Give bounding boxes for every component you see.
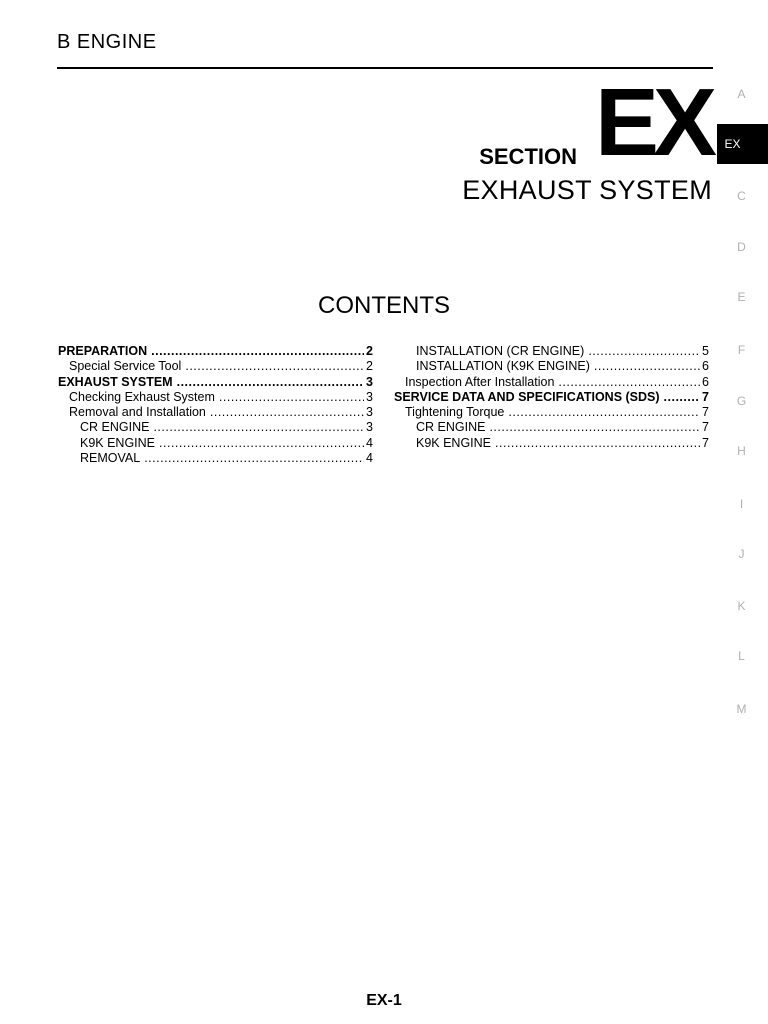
section-tab-ex[interactable]: EX (717, 124, 768, 164)
toc-entry[interactable] (58, 436, 373, 451)
toc-entry-title: CR ENGINE (416, 420, 486, 435)
section-tab-j[interactable]: J (738, 547, 745, 561)
toc-entry-title: Special Service Tool (69, 359, 182, 374)
toc-entry-title: INSTALLATION (K9K ENGINE) (416, 359, 590, 374)
toc-entry-title: Inspection After Installation (405, 374, 555, 389)
toc-entry-page: 4 (366, 435, 373, 450)
toc-entry[interactable] (58, 405, 373, 420)
section-tab-k[interactable]: K (737, 599, 746, 613)
toc-entry[interactable] (394, 405, 709, 420)
contents-heading: CONTENTS (318, 292, 450, 319)
toc-entry-page: 2 (366, 359, 373, 374)
toc-entry-title: REMOVAL (80, 451, 141, 466)
toc-leader-dots (151, 344, 364, 359)
section-tab-c[interactable]: C (737, 189, 746, 203)
section-tab-l[interactable]: L (738, 649, 745, 663)
toc-leader-dots (219, 390, 364, 405)
toc-column-right (394, 344, 709, 451)
toc-entry[interactable] (394, 390, 709, 405)
toc-entry-page: 5 (702, 344, 709, 358)
toc-entry-page: 6 (702, 374, 709, 389)
toc-entry-title: Checking Exhaust System (69, 389, 215, 404)
toc-leader-dots (594, 359, 700, 374)
section-tab-m[interactable]: M (736, 702, 747, 716)
section-tab-a[interactable]: A (737, 87, 746, 101)
section-tab-d[interactable]: D (737, 240, 746, 254)
toc-column-left (58, 344, 373, 466)
manual-group-title: B ENGINE (57, 31, 157, 53)
toc-leader-dots (144, 451, 364, 466)
toc-leader-dots (664, 390, 701, 405)
toc-entry[interactable] (58, 375, 373, 390)
toc-entry-title: CR ENGINE (80, 420, 150, 435)
toc-entry-page: 6 (702, 359, 709, 374)
toc-leader-dots (558, 375, 700, 390)
toc-entry-title: INSTALLATION (CR ENGINE) (416, 344, 585, 358)
toc-leader-dots (588, 344, 700, 359)
toc-leader-dots (153, 420, 364, 435)
toc-entry[interactable] (58, 359, 373, 374)
toc-entry-title: Removal and Installation (69, 405, 206, 420)
page-number: EX-1 (366, 992, 402, 1009)
toc-entry-title: Tightening Torque (405, 405, 505, 420)
toc-entry[interactable] (58, 420, 373, 435)
toc-entry-page: 7 (702, 389, 709, 404)
toc-leader-dots (508, 405, 700, 420)
toc-entry-title: SERVICE DATA AND SPECIFICATIONS (SDS) (394, 389, 660, 404)
toc-entry[interactable] (394, 420, 709, 435)
toc-entry-page: 3 (366, 374, 373, 389)
section-tab-g[interactable]: G (736, 394, 747, 408)
toc-entry[interactable] (58, 390, 373, 405)
toc-entry[interactable] (394, 359, 709, 374)
section-tab-e[interactable]: E (737, 290, 746, 304)
toc-entry-page: 2 (366, 344, 373, 358)
toc-entry-page: 4 (366, 451, 373, 466)
toc-entry[interactable] (58, 451, 373, 466)
section-tab-i[interactable]: I (739, 497, 744, 511)
toc-entry-title: K9K ENGINE (416, 435, 492, 450)
toc-entry-title: EXHAUST SYSTEM (58, 374, 173, 389)
section-tab-h[interactable]: H (737, 444, 746, 458)
toc-entry-page: 7 (702, 420, 709, 435)
section-label: SECTION (479, 144, 577, 169)
toc-entry-title: PREPARATION (58, 344, 148, 358)
section-code: EX (594, 69, 711, 176)
toc-entry[interactable] (394, 344, 709, 359)
toc-leader-dots (185, 359, 364, 374)
toc-entry-page: 7 (702, 405, 709, 420)
toc-entry[interactable] (394, 375, 709, 390)
section-tab-f[interactable]: F (737, 343, 746, 357)
toc-entry-page: 7 (702, 435, 709, 450)
toc-leader-dots (495, 436, 700, 451)
section-title: EXHAUST SYSTEM (462, 175, 712, 205)
toc-leader-dots (489, 420, 700, 435)
toc-entry-page: 3 (366, 389, 373, 404)
toc-leader-dots (210, 405, 364, 420)
toc-entry-page: 3 (366, 420, 373, 435)
toc-entry[interactable] (58, 344, 373, 359)
toc-entry-page: 3 (366, 405, 373, 420)
toc-entry[interactable] (394, 436, 709, 451)
toc-entry-title: K9K ENGINE (80, 435, 156, 450)
section-index-tabs (715, 0, 768, 1024)
toc-leader-dots (177, 375, 364, 390)
toc-leader-dots (159, 436, 364, 451)
